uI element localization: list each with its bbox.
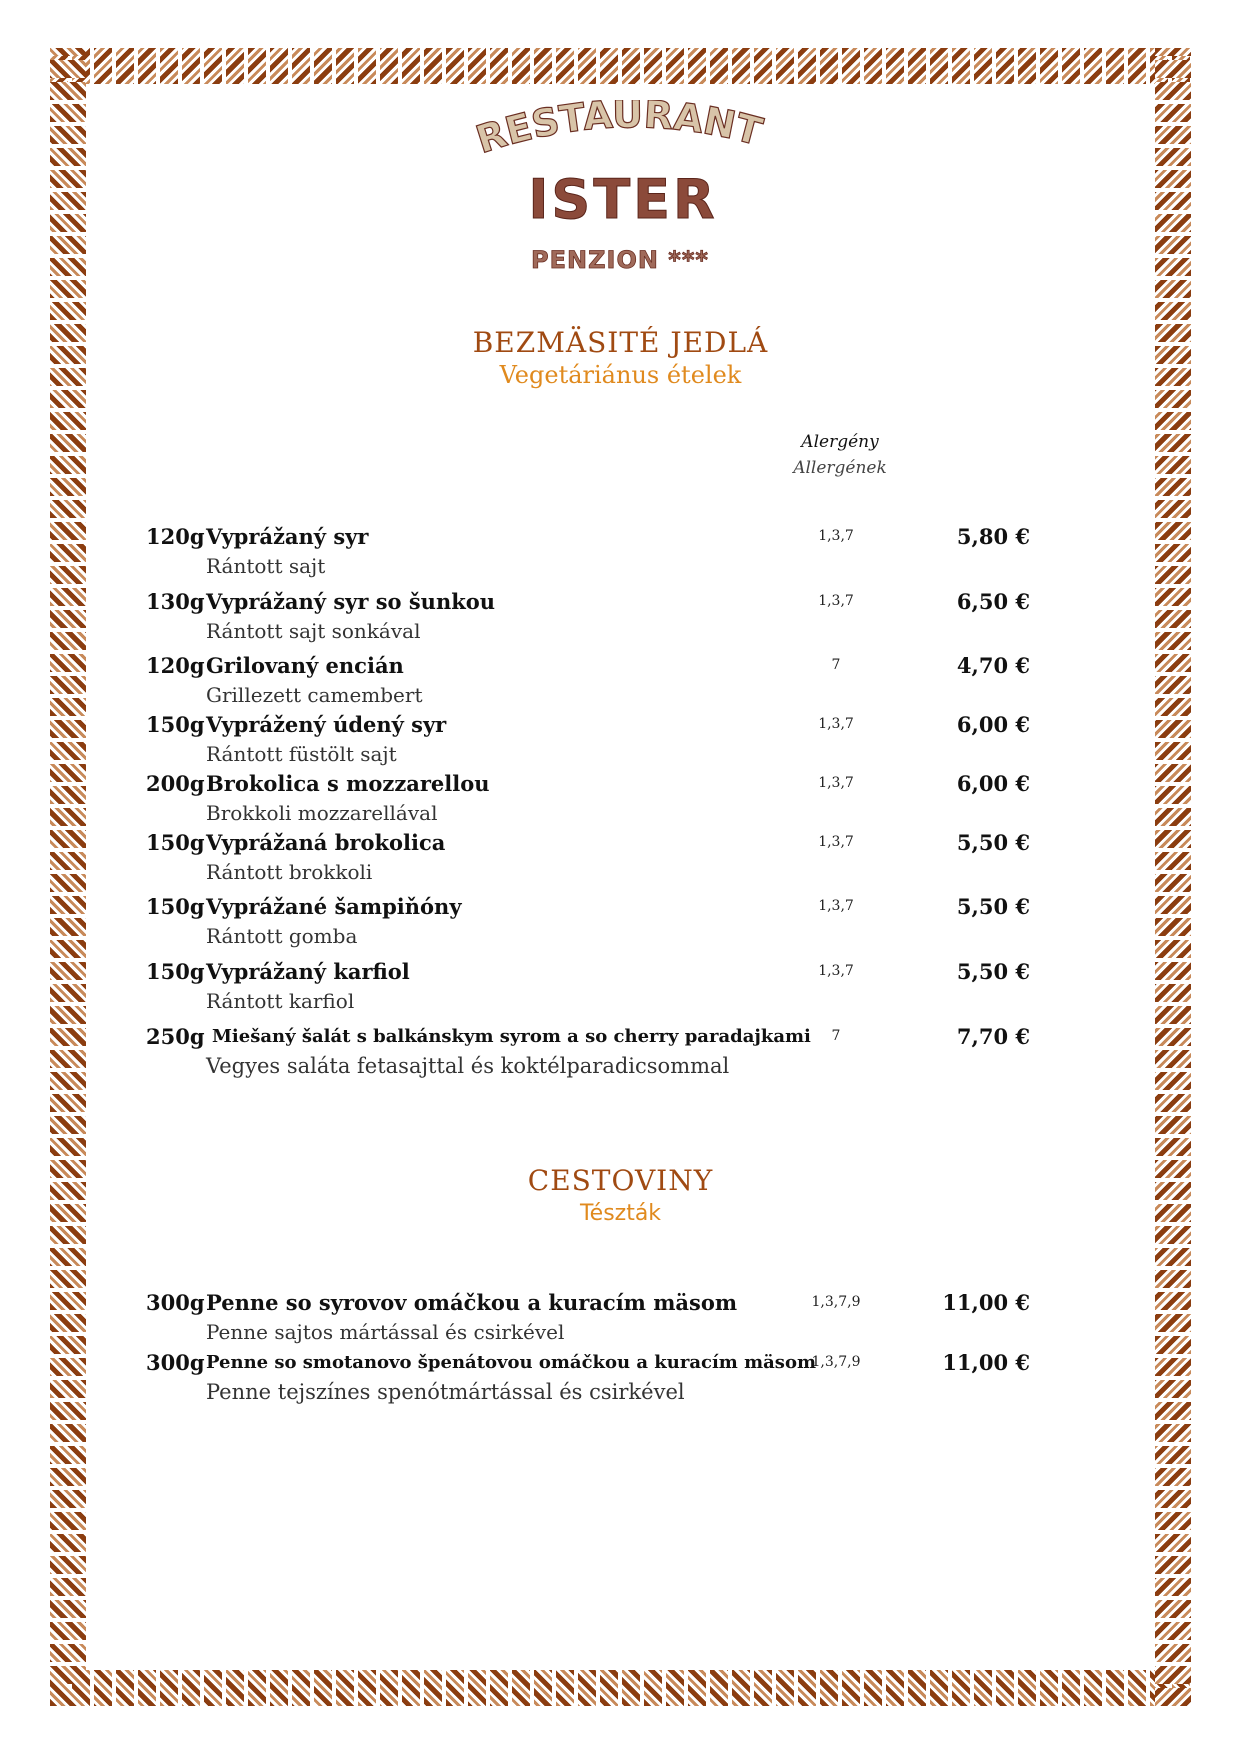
section-title-hu: Tészták <box>579 1201 662 1226</box>
item-price: 6,00 € <box>956 712 1030 737</box>
item-weight: 130g <box>146 589 205 614</box>
item-price: 5,50 € <box>956 830 1030 855</box>
logo-line2: ISTER <box>528 168 718 231</box>
item-translation: Rántott füstölt sajt <box>206 742 397 766</box>
section-vegetarian-heading <box>0 326 1241 389</box>
restaurant-logo <box>420 100 820 280</box>
item-weight: 300g <box>146 1290 205 1315</box>
item-name: Vyprážaný syr <box>206 524 369 549</box>
item-translation: Rántott gomba <box>206 924 358 948</box>
item-price: 4,70 € <box>956 653 1030 678</box>
item-allergens: 1,3,7 <box>818 716 854 732</box>
decorative-border-bottom <box>50 1670 1191 1706</box>
item-weight: 150g <box>146 830 205 855</box>
item-name: Penne so syrovov omáčkou a kuracím mäsom <box>206 1290 738 1315</box>
item-allergens: 1,3,7 <box>818 775 854 791</box>
item-allergens: 1,3,7 <box>818 898 854 914</box>
item-price: 5,50 € <box>956 894 1030 919</box>
menu-item <box>146 712 1046 766</box>
item-translation: Penne sajtos mártással és csirkével <box>206 1320 565 1344</box>
item-translation: Rántott sajt <box>206 554 326 578</box>
item-weight: 150g <box>146 712 205 737</box>
item-allergens: 7 <box>831 1028 841 1044</box>
item-price: 5,50 € <box>956 959 1030 984</box>
section-title-hu: Vegetáriánus ételek <box>499 361 742 389</box>
menu-item <box>146 830 1046 884</box>
item-weight: 150g <box>146 959 205 984</box>
item-weight: 200g <box>146 771 205 796</box>
section-title-sk: CESTOVINY <box>527 1164 714 1197</box>
item-name: Vyprážaný karfiol <box>206 959 410 984</box>
logo-line3: PENZION *** <box>531 246 709 274</box>
item-weight: 150g <box>146 894 205 919</box>
item-weight: 300g <box>146 1350 205 1375</box>
decorative-border-right <box>1155 48 1191 1706</box>
item-name: Vyprážaná brokolica <box>206 830 446 855</box>
decorative-border-top <box>50 48 1191 84</box>
item-name: Miešaný šalát s balkánskym syrom a so cherry paradajkami <box>212 1026 811 1047</box>
item-name: Grilovaný encián <box>206 653 404 678</box>
allergen-header-sk: Alergény <box>801 432 879 452</box>
item-allergens: 1,3,7 <box>818 834 854 850</box>
item-translation: Brokkoli mozzarellával <box>206 801 438 825</box>
item-price: 11,00 € <box>942 1350 1030 1375</box>
allergen-column-header <box>760 432 920 478</box>
item-weight: 120g <box>146 524 205 549</box>
item-price: 7,70 € <box>956 1024 1030 1049</box>
item-name: Penne so smotanovo špenátovou omáčkou a kuracím mäsom <box>206 1352 816 1373</box>
section-pasta-heading <box>0 1164 1241 1226</box>
item-price: 11,00 € <box>942 1290 1030 1315</box>
item-translation: Rántott sajt sonkával <box>206 619 421 643</box>
menu-item <box>146 1350 1046 1404</box>
item-weight: 250g <box>146 1024 205 1049</box>
item-translation: Penne tejszínes spenótmártással és csirkével <box>206 1380 685 1404</box>
item-allergens: 1,3,7,9 <box>811 1294 861 1310</box>
menu-item <box>146 1024 1046 1078</box>
item-name: Vyprážaný syr so šunkou <box>206 589 496 614</box>
menu-item <box>146 894 1046 948</box>
item-allergens: 1,3,7,9 <box>811 1354 861 1370</box>
item-price: 6,00 € <box>956 771 1030 796</box>
menu-item <box>146 524 1046 578</box>
item-allergens: 7 <box>831 657 841 673</box>
menu-item <box>146 959 1046 1013</box>
item-translation: Grillezett camembert <box>206 683 423 707</box>
menu-item <box>146 1290 1046 1344</box>
menu-item <box>146 653 1046 707</box>
item-weight: 120g <box>146 653 205 678</box>
logo-line1: RESTAURANT <box>470 100 767 162</box>
item-translation: Vegyes saláta fetasajttal és koktélparadicsommal <box>206 1054 730 1078</box>
section-title-sk: BEZMÄSITÉ JEDLÁ <box>472 326 769 359</box>
item-name: Brokolica s mozzarellou <box>206 771 490 796</box>
decorative-border-left <box>50 48 86 1706</box>
item-allergens: 1,3,7 <box>818 963 854 979</box>
item-translation: Rántott brokkoli <box>206 860 373 884</box>
menu-item <box>146 589 1046 643</box>
item-name: Vyprážané šampiňóny <box>206 894 462 919</box>
allergen-header-hu: Allergének <box>793 458 887 478</box>
item-translation: Rántott karfiol <box>206 989 355 1013</box>
item-allergens: 1,3,7 <box>818 528 854 544</box>
item-allergens: 1,3,7 <box>818 593 854 609</box>
item-name: Vyprážený údený syr <box>206 712 447 737</box>
item-price: 5,80 € <box>956 524 1030 549</box>
menu-item <box>146 771 1046 825</box>
item-price: 6,50 € <box>956 589 1030 614</box>
